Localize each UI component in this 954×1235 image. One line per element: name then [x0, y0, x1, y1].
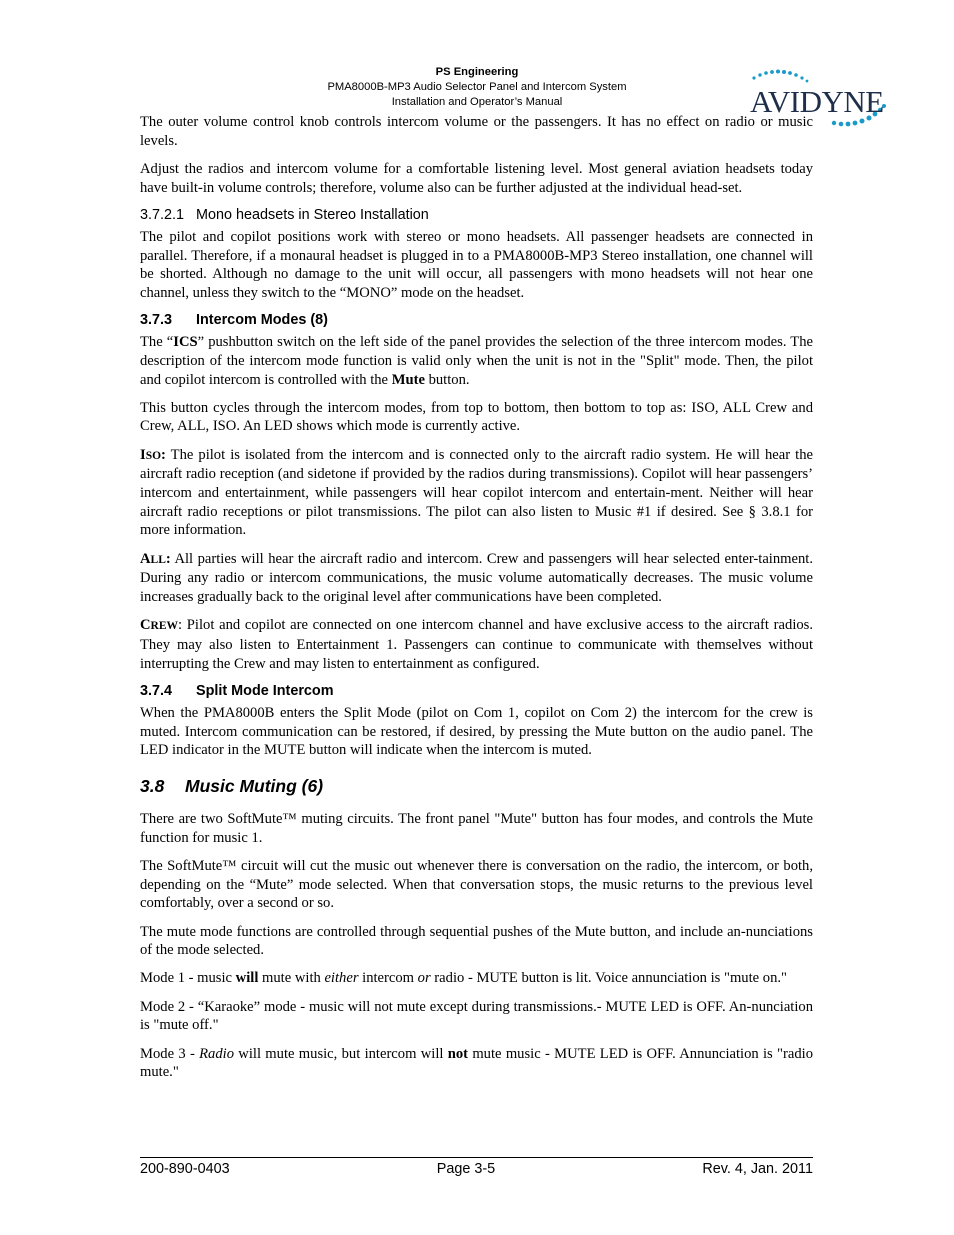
paragraph-mono-headsets: The pilot and copilot positions work with stereo or mono headsets. All passenger headsets are connected in parallel. Therefore, if a monaural headset is plugged in to a PMA8000B-MP3 Stereo installation, one channel will be shorted. Although no damage to the unit will occur, all passengers with mono headsets will not hear one channel, unless they switch to the “MONO” mode on the headset.: [140, 228, 813, 301]
paragraph-mode-2: Mode 2 - “Karaoke” mode - music will not mute except during transmissions.- MUTE LED is OFF. An-nunciation is "mute off.": [140, 998, 813, 1034]
paragraph-split-mode: When the PMA8000B enters the Split Mode (pilot on Com 1, copilot on Com 2) the intercom for the crew is muted. Intercom communication can be restored, if desired, by pressing the Mute button on the audio panel. The LED indicator in the MUTE button will indicate when the intercom is muted.: [140, 704, 813, 759]
heading-3-8: 3.8 Music Muting (6): [140, 775, 324, 796]
footer-revision: Rev. 4, Jan. 2011: [702, 1161, 813, 1177]
header-manual: Installation and Operator’s Manual: [391, 96, 563, 108]
paragraph-adjust-volume: Adjust the radios and intercom volume for a comfortable listening level. Most general aviation headsets today have built-in volume controls; therefore, volume also can be further adjusted at the individual head-set.: [140, 160, 813, 196]
footer-page-number: Page 3-5: [436, 1161, 496, 1177]
paragraph-mode-3: Mode 3 - Radio will mute music, but intercom will not mute music - MUTE LED is OFF. Annunciation is "radio mute.": [140, 1045, 813, 1081]
paragraph-crew: CREW: Pilot and copilot are connected on one intercom channel and have exclusive access to the aircraft radios. They may also listen to Entertainment 1. Passengers can continue to communicate with themselves without interrupting the Crew and may listen to entertainment as configured.: [140, 617, 813, 672]
footer-divider: [140, 1157, 813, 1158]
header-product: PMA8000B-MP3 Audio Selector Panel and Intercom System: [327, 81, 627, 93]
paragraph-iso: ISO: The pilot is isolated from the intercom and is connected only to the aircraft radio system. He will hear the aircraft radio reception (and sidetone if provided by the radios during transmissions). Copilot will hear passengers’ intercom and entertainment, while passengers will hear copilot intercom and entertain-ment. Neither will hear aircraft radio receptions or pilot transmissions. The pilot can also listen to Music #1 if desired. See § 3.8.1 for more information.: [140, 446, 813, 539]
paragraph-mode-cycle: This button cycles through the intercom modes, from top to bottom, then bottom to top as: ISO, ALL Crew and Crew, ALL, ISO. An LED shows which mode is currently active.: [140, 399, 813, 435]
logo-wordmark: AVIDYNE: [750, 84, 884, 119]
footer: [140, 1161, 813, 1177]
heading-3-7-3: 3.7.3 Intercom Modes (8): [140, 312, 328, 329]
header-company: PS Engineering: [435, 66, 519, 78]
heading-3-7-4: 3.7.4 Split Mode Intercom: [140, 682, 334, 699]
paragraph-softmute-circuits: There are two SoftMute™ muting circuits. The front panel "Mute" button has four modes, and controls the Mute function for music 1.: [140, 810, 813, 846]
paragraph-softmute-behavior: The SoftMute™ circuit will cut the music out whenever there is conversation on the radio, the intercom, or both, depending on the “Mute” mode selected. When that conversation stops, the music returns to the previous level comfortably, over a second or so.: [140, 857, 813, 912]
paragraph-mode-1: Mode 1 - music will mute with either intercom or radio - MUTE button is lit. Voice annunciation is "mute on.": [140, 970, 787, 987]
paragraph-ics-switch: The “ICS” pushbutton switch on the left side of the panel provides the selection of the three intercom modes. The description of the intercom mode function is valid only when the unit is not in the "Split" mode. Then, the pilot and copilot intercom is controlled with the Mute button.: [140, 334, 813, 388]
paragraph-mute-modes: The mute mode functions are controlled through sequential pushes of the Mute button, and include an-nunciations of the mode selected.: [140, 923, 813, 959]
document-body: [140, 113, 813, 1091]
footer-doc-number: 200-890-0403: [140, 1161, 230, 1177]
paragraph-outer-knob: The outer volume control knob controls intercom volume or the passengers. It has no effect on radio or music levels.: [140, 114, 813, 149]
paragraph-all: ALL: All parties will hear the aircraft radio and intercom. Crew and passengers will hear selected enter-tainment. During any radio or intercom communications, the music volume automatically decreases. The music volume increases gradually back to the original level after communications have been completed.: [140, 550, 813, 606]
heading-3-7-2-1: 3.7.2.1 Mono headsets in Stereo Installation: [140, 206, 429, 223]
